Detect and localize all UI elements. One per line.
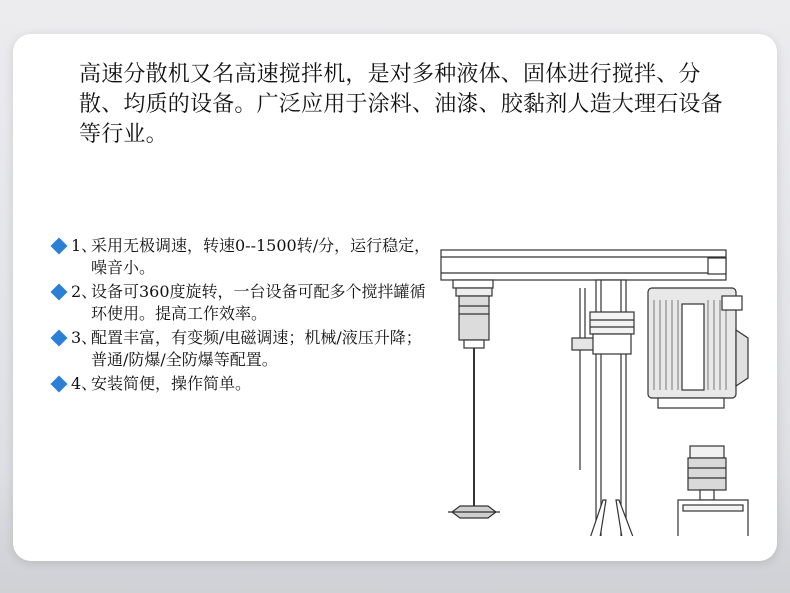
feature-number: 1、 bbox=[71, 236, 98, 255]
feature-number: 2、 bbox=[71, 282, 98, 301]
diamond-bullet-icon bbox=[51, 376, 68, 393]
feature-item bbox=[47, 327, 437, 371]
feature-number: 3、 bbox=[71, 328, 98, 347]
disperser-machine-illustration bbox=[438, 210, 763, 536]
diamond-bullet-icon bbox=[51, 284, 68, 301]
feature-item bbox=[47, 281, 437, 325]
intro-paragraph: 高速分散机又名高速搅拌机，是对多种液体、固体进行搅拌、分散、均质的设备。广泛应用于涂料、油漆、胶黏剂人造大理石设备等行业。 bbox=[79, 62, 723, 147]
feature-text: 采用无极调速，转速0--1500转/分，运行稳定，噪音小。 bbox=[91, 236, 431, 277]
feature-text: 设备可360度旋转，一台设备可配多个搅拌罐循环使用。提高工作效率。 bbox=[91, 282, 426, 323]
diamond-bullet-icon bbox=[51, 330, 68, 347]
feature-text: 配置丰富，有变频/电磁调速；机械/液压升降；普通/防爆/全防爆等配置。 bbox=[91, 328, 422, 369]
feature-list bbox=[47, 235, 437, 397]
feature-number: 4、 bbox=[71, 374, 98, 393]
diamond-bullet-icon bbox=[51, 238, 68, 255]
feature-item bbox=[47, 235, 437, 279]
content-card bbox=[13, 34, 777, 561]
feature-item bbox=[47, 373, 437, 395]
feature-text: 安装简便，操作简单。 bbox=[91, 374, 252, 393]
